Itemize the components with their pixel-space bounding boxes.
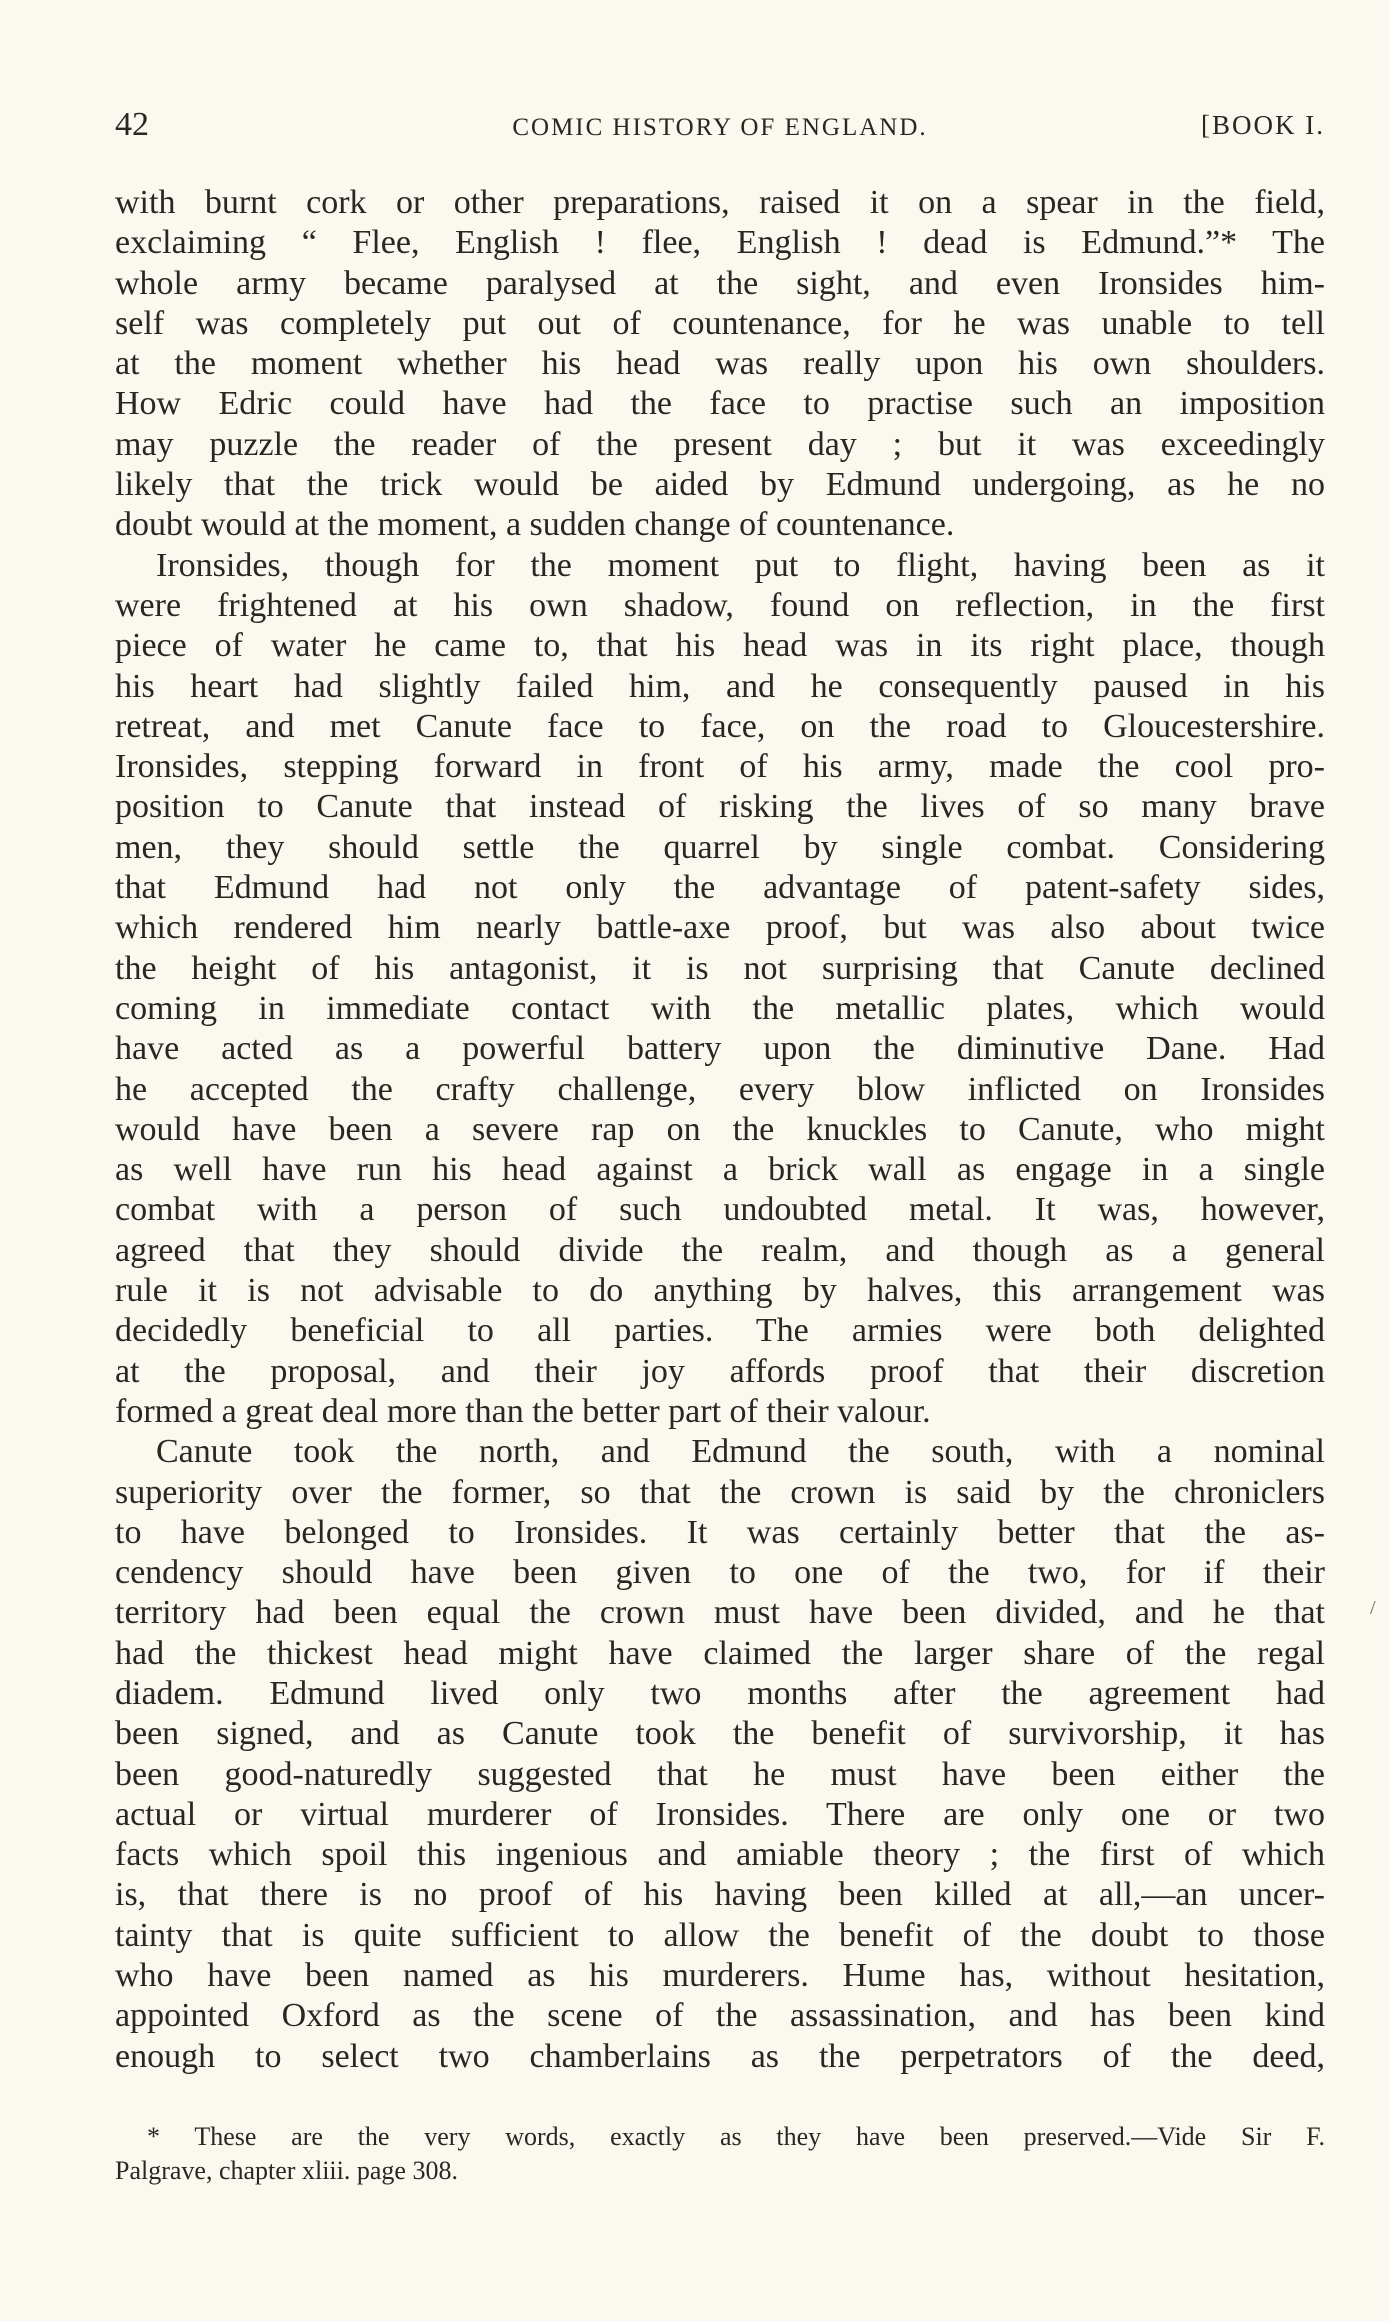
running-title: COMIC HISTORY OF ENGLAND. <box>512 114 928 141</box>
text-line: enough to select two chamberlains as the perpetrators of the deed, <box>115 2037 1325 2075</box>
text-line: his heart had slightly failed him, and he consequently paused in his <box>115 667 1325 705</box>
text-line: coming in immediate contact with the metallic plates, which would <box>115 989 1325 1027</box>
footnote <box>115 2120 1325 2188</box>
text-line: diadem. Edmund lived only two months after the agreement had <box>115 1674 1325 1712</box>
text-line: rule it is not advisable to do anything by halves, this arrangement was <box>115 1272 1325 1310</box>
text-line: agreed that they should divide the realm, and though as a general <box>115 1231 1325 1269</box>
text-line: decidedly beneficial to all parties. The armies were both delighted <box>115 1312 1325 1350</box>
footnote-line: * These are the very words, exactly as they have been preserved.—Vide Sir F. <box>147 2122 1325 2151</box>
text-line: who have been named as his murderers. Hume has, without hesitation, <box>115 1957 1325 1995</box>
text-line: would have been a severe rap on the knuckles to Canute, who might <box>115 1110 1325 1148</box>
text-line: at the moment whether his head was really upon his own shoulders. <box>115 345 1325 383</box>
text-line: likely that the trick would be aided by Edmund undergoing, as he no <box>115 466 1325 504</box>
text-line: were frightened at his own shadow, found on reflection, in the first <box>115 586 1325 624</box>
text-line: whole army became paralysed at the sight, and even Ironsides him- <box>115 264 1325 302</box>
text-line: he accepted the crafty challenge, every blow inflicted on Ironsides <box>115 1070 1325 1108</box>
text-line: at the proposal, and their joy affords proof that their discretion <box>115 1352 1325 1390</box>
text-line: self was completely put out of countenance, for he was unable to tell <box>115 304 1325 342</box>
text-line: superiority over the former, so that the crown is said by the chroniclers <box>115 1473 1325 1511</box>
text-line: appointed Oxford as the scene of the assassination, and has been kind <box>115 1997 1325 2035</box>
text-line: tainty that is quite sufficient to allow the benefit of the doubt to those <box>115 1916 1325 1954</box>
text-line: to have belonged to Ironsides. It was certainly better that the as- <box>115 1513 1325 1551</box>
text-line: combat with a person of such undoubted metal. It was, however, <box>115 1191 1325 1229</box>
text-line: doubt would at the moment, a sudden change of countenance. <box>115 506 955 544</box>
text-line: facts which spoil this ingenious and amiable theory ; the first of which <box>115 1836 1325 1874</box>
text-line: that Edmund had not only the advantage of patent-safety sides, <box>115 869 1325 907</box>
text-line: position to Canute that instead of risking the lives of so many brave <box>115 788 1325 826</box>
text-line: piece of water he came to, that his head was in its right place, though <box>115 627 1325 665</box>
text-line: as well have run his head against a brick wall as engage in a single <box>115 1151 1325 1189</box>
text-line: the height of his antagonist, it is not surprising that Canute declined <box>115 949 1325 987</box>
text-line: men, they should settle the quarrel by single combat. Considering <box>115 828 1325 866</box>
book-label: [BOOK I. <box>1201 110 1325 140</box>
text-line: retreat, and met Canute face to face, on the road to Gloucestershire. <box>115 707 1325 745</box>
text-line: is, that there is no proof of his having been killed at all,—an uncer- <box>115 1876 1325 1914</box>
page-header <box>115 106 1325 154</box>
text-line: have acted as a powerful battery upon the diminutive Dane. Had <box>115 1030 1325 1068</box>
body-text <box>115 183 1325 2077</box>
text-line: actual or virtual murderer of Ironsides. There are only one or two <box>115 1795 1325 1833</box>
text-line: been good-naturedly suggested that he must have been either the <box>115 1755 1325 1793</box>
text-line: been signed, and as Canute took the benefit of survivorship, it has <box>115 1715 1325 1753</box>
text-line: Canute took the north, and Edmund the south, with a nominal <box>156 1433 1325 1471</box>
text-line: How Edric could have had the face to practise such an imposition <box>115 385 1325 423</box>
text-line: exclaiming “ Flee, English ! flee, English ! dead is Edmund.”* The <box>115 224 1325 262</box>
text-line: formed a great deal more than the better part of their valour. <box>115 1392 931 1430</box>
text-line: had the thickest head might have claimed the larger share of the regal <box>115 1634 1325 1672</box>
text-line: Ironsides, stepping forward in front of his army, made the cool pro- <box>115 748 1325 786</box>
text-line: territory had been equal the crown must have been divided, and he that <box>115 1594 1325 1632</box>
footnote-line: Palgrave, chapter xliii. page 308. <box>115 2156 458 2185</box>
text-line: which rendered him nearly battle-axe proof, but was also about twice <box>115 909 1325 947</box>
text-line: with burnt cork or other preparations, raised it on a spear in the field, <box>115 184 1325 221</box>
text-line: may puzzle the reader of the present day ; but it was exceedingly <box>115 425 1325 463</box>
margin-mark: / <box>1370 1597 1376 1619</box>
text-line: Ironsides, though for the moment put to flight, having been as it <box>156 546 1325 584</box>
page-number: 42 <box>115 106 149 143</box>
text-line: cendency should have been given to one of the two, for if their <box>115 1554 1325 1592</box>
